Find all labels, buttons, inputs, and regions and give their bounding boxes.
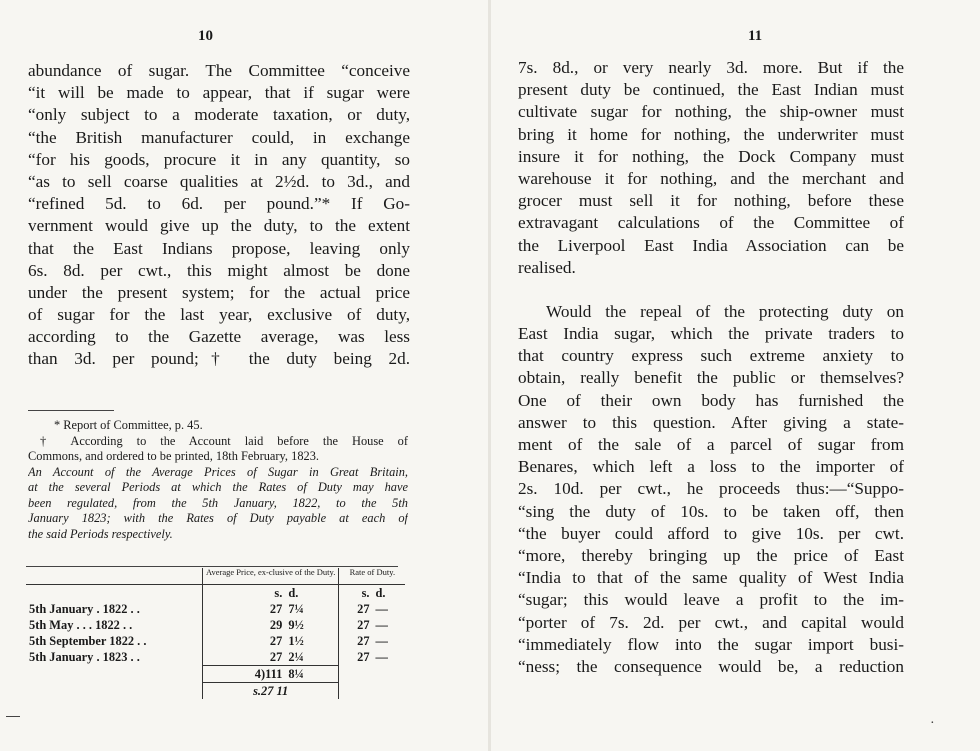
text-line: “the British manufacturer could, in exchange	[28, 127, 410, 147]
unit-d: d.	[375, 585, 386, 600]
text-line: “only subject to a moderate taxation, or duty,	[28, 105, 410, 125]
table-row	[26, 649, 405, 666]
row-price-d: 7¼	[285, 601, 339, 617]
account-title-line: An Account of the Average Prices of Sugar in Great Britain,	[28, 464, 408, 479]
right-body-text	[518, 57, 904, 678]
text-line: “sing the duty of 10s. to be taken off, then	[518, 501, 904, 521]
row-price-d: 9½	[285, 617, 339, 633]
row-date: 5th January . 1822 . .	[29, 601, 140, 616]
page-number-left: 10	[198, 28, 213, 44]
table-total-row	[26, 666, 405, 683]
row-duty-d: —	[375, 649, 388, 664]
footnote-divider	[28, 410, 114, 411]
text-line: 7s. 8d., or very nearly 3d. more. But if the	[518, 58, 904, 77]
account-title-line: the said Periods respectively.	[28, 526, 173, 541]
footnotes	[28, 418, 408, 542]
table-row	[26, 601, 405, 617]
scan-edge-mark: ·	[930, 716, 935, 731]
text-line: “India to that of the same quality of West India	[518, 568, 904, 588]
row-duty-s: 27	[357, 649, 370, 664]
text-line: under the present system; for the actual price	[28, 282, 410, 302]
text-line: that country express such extreme anxiety to	[518, 346, 904, 366]
text-line: extravagant calculations of the Committee of	[518, 213, 904, 233]
row-duty-d: —	[375, 617, 388, 632]
text-line: realised.	[518, 257, 576, 277]
table-row	[26, 633, 405, 649]
text-line: that the East Indians propose, leaving only	[28, 238, 410, 258]
text-line: East India sugar, which the private traders to	[518, 324, 904, 344]
text-line: “sugar; this would leave a profit to the im-	[518, 590, 904, 610]
average-value: s.27 11	[203, 683, 339, 700]
unit-d: d.	[285, 585, 339, 602]
text-line: than 3d. per pound;† the duty being 2d.	[28, 349, 410, 369]
row-date: 5th January . 1823 . .	[29, 649, 140, 664]
table-average-row	[26, 683, 405, 700]
col-header-duty: Rate of Duty.	[339, 568, 406, 585]
text-line: cultivate sugar for nothing, the ship-owner must	[518, 102, 904, 122]
sugar-price-table	[26, 568, 405, 699]
text-line: vernment would give up the duty, to the extent	[28, 216, 410, 236]
footnote-1: * Report of Committee, p. 45.	[54, 418, 203, 432]
text-line: answer to this question. After giving a state-	[518, 412, 904, 432]
text-line: obtain, really benefit the public or themselves?	[518, 368, 904, 388]
row-price-s: 27	[203, 601, 286, 617]
text-line: “immediately flow into the sugar import busi-	[518, 634, 904, 654]
row-price-d: 2¼	[285, 649, 339, 666]
text-line: 2s. 10d. per cwt., he proceeds thus:—“Suppo-	[518, 479, 904, 499]
page-number-right: 11	[748, 28, 763, 44]
text-line: abundance of sugar. The Committee “conceive	[28, 61, 410, 80]
text-line: insure it for nothing, the Dock Company must	[518, 146, 904, 166]
row-duty-s: 27	[357, 633, 370, 648]
text-line: “more, thereby bringing up the price of East	[518, 545, 904, 565]
table-row	[26, 617, 405, 633]
text-line: Would the repeal of the protecting duty on	[546, 301, 904, 321]
text-line: “as to sell coarse qualities at 2½d. to 3d., and	[28, 171, 410, 191]
text-line: warehouse it for nothing, and the merchant and	[518, 168, 904, 188]
row-price-s: 29	[203, 617, 286, 633]
text-line: present duty be continued, the East Indian must	[518, 80, 904, 100]
left-body-text	[28, 60, 410, 371]
text-line: 6s. 8d. per cwt., this might almost be done	[28, 260, 410, 280]
unit-s: s.	[203, 585, 286, 602]
account-title-line: at the several Periods at which the Rates of Duty may have	[28, 480, 408, 494]
account-title-line: January 1823; with the Rates of Duty payable at each of	[28, 511, 408, 525]
text-line: “the buyer could afford to give 10s. per cwt.	[518, 523, 904, 543]
unit-s: s.	[361, 585, 370, 600]
text-line: according to the Gazette average, was less	[28, 327, 410, 347]
row-date: 5th May . . . 1822 . .	[29, 617, 133, 632]
total-divisor: 4)111	[203, 666, 286, 683]
text-line: “porter of 7s. 2d. per cwt., and capital would	[518, 612, 904, 632]
text-line: “it will be made to appear, that if sugar were	[28, 83, 410, 103]
row-duty-s: 27	[357, 617, 370, 632]
text-line: of sugar for the last year, exclusive of duty,	[28, 305, 410, 325]
row-price-s: 27	[203, 633, 286, 649]
text-line: the Liverpool East India Association can be	[518, 235, 904, 255]
text-line: “ness; the consequence would be, a reduction	[518, 656, 904, 676]
text-line: One of their own body has furnished the	[518, 390, 904, 410]
row-duty-d: —	[375, 633, 388, 648]
row-price-d: 1½	[285, 633, 339, 649]
text-line: ment of the sale of a parcel of sugar from	[518, 435, 904, 454]
text-line: “for his goods, procure it in any quantity, so	[28, 149, 410, 169]
row-duty-d: —	[375, 601, 388, 616]
row-price-s: 27	[203, 649, 286, 666]
footnote-2-line: Commons, and ordered to be printed, 18th February, 1823.	[28, 449, 320, 463]
text-line: bring it home for nothing, the underwriter must	[518, 124, 904, 144]
text-line: “refined 5d. to 6d. per pound.”* If Go-	[28, 194, 410, 214]
text-line: grocer must sell it for nothing, before these	[518, 191, 904, 211]
text-line: Benares, which left a loss to the importer of	[518, 457, 904, 477]
row-date: 5th September 1822 . .	[29, 633, 147, 648]
account-title-line: been regulated, from the 5th January, 1822, to the 5th	[28, 495, 408, 510]
row-duty-s: 27	[357, 601, 370, 616]
footnote-2-line: † According to the Account laid before the House of	[40, 433, 408, 448]
scan-edge-mark	[6, 716, 20, 717]
col-header-price: Average Price, ex-clusive of the Duty.	[203, 568, 339, 585]
total-d: 8¼	[285, 666, 339, 683]
right-page	[490, 0, 980, 751]
